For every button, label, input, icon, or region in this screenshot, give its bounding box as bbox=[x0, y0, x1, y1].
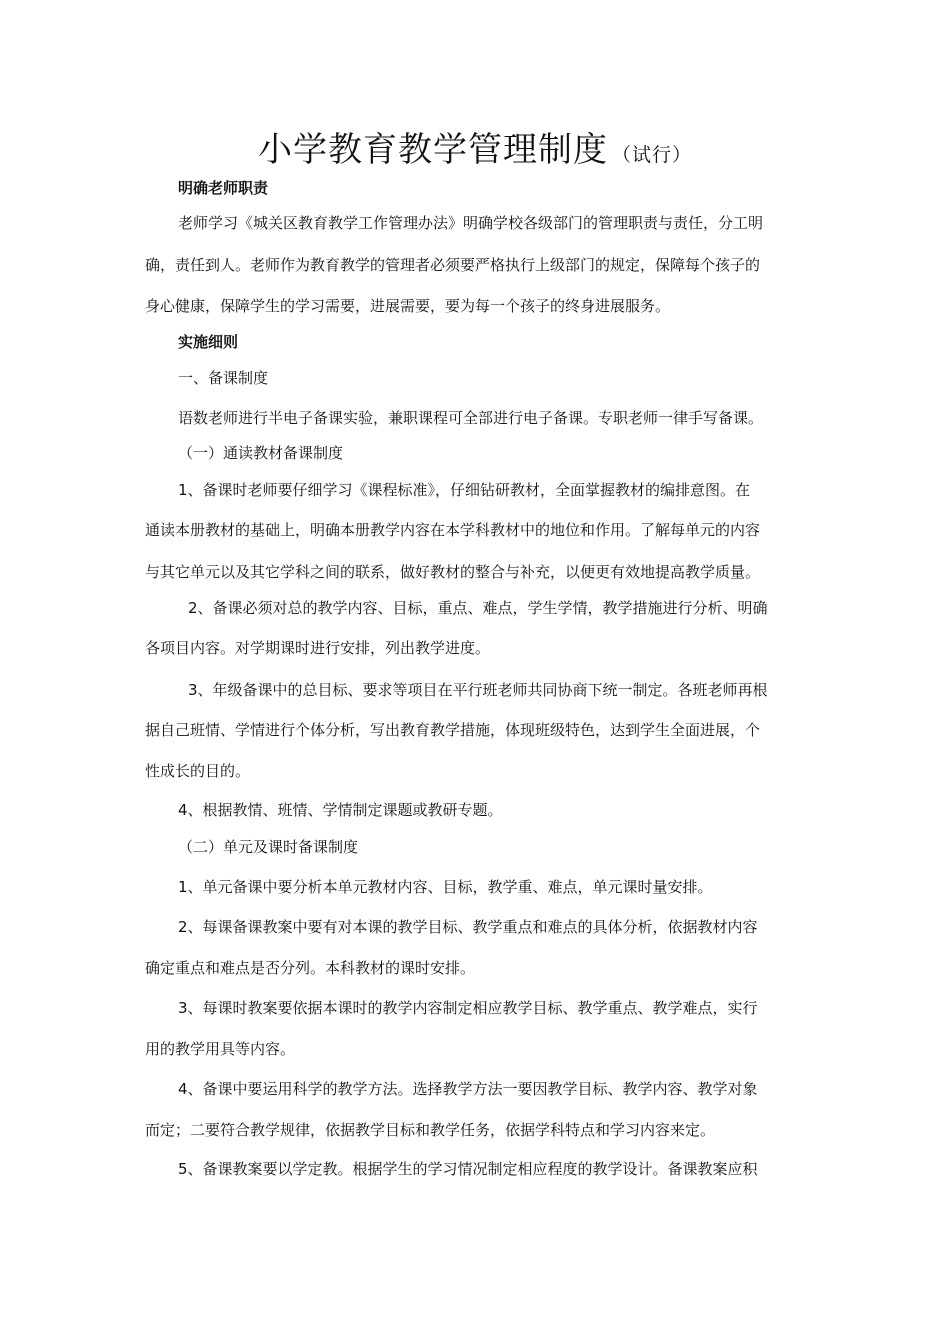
paragraph-line: 各项目内容。对学期课时进行安排，列出教学进度。 bbox=[145, 639, 491, 657]
paragraph-line: 用的教学用具等内容。 bbox=[145, 1040, 296, 1058]
paragraph-line: 2、备课必须对总的教学内容、目标，重点、难点，学生学情，教学措施进行分析、明确 bbox=[188, 599, 768, 617]
document-title bbox=[0, 128, 950, 177]
paragraph-line: 4、根据教情、班情、学情制定课题或教研专题。 bbox=[178, 801, 503, 819]
paragraph-line: 语数老师进行半电子备课实验，兼职课程可全部进行电子备课。专职老师一律手写备课。 bbox=[178, 409, 764, 427]
paragraph-line: 老师学习《城关区教育教学工作管理办法》明确学校各级部门的管理职责与责任，分工明 bbox=[178, 214, 764, 232]
paragraph-line: 1、备课时老师要仔细学习《课程标准》，仔细钻研教材，全面掌握教材的编排意图。在 bbox=[178, 481, 751, 499]
paragraph-line: 据自己班情、学情进行个体分析，写出教育教学措施，体现班级特色，达到学生全面进展，个 bbox=[145, 721, 761, 739]
paragraph-line: 3、每课时教案要依据本课时的教学内容制定相应教学目标、教学重点、教学难点，实行 bbox=[178, 999, 758, 1017]
title-main: 小学教育教学管理制度 bbox=[257, 130, 608, 170]
paragraph-line: 身心健康，保障学生的学习需要，进展需要，要为每一个孩子的终身进展服务。 bbox=[145, 297, 671, 315]
paragraph-line: 确，责任到人。老师作为教育教学的管理者必须要严格执行上级部门的规定，保障每个孩子的 bbox=[145, 256, 761, 274]
section-heading: 一、备课制度 bbox=[178, 369, 269, 387]
paragraph-line: 1、单元备课中要分析本单元教材内容、目标，教学重、难点，单元课时量安排。 bbox=[178, 878, 713, 896]
subsection-heading: （一）通读教材备课制度 bbox=[178, 444, 344, 462]
paragraph-line: 4、备课中要运用科学的教学方法。选择教学方法一要因教学目标、教学内容、教学对象 bbox=[178, 1080, 758, 1098]
paragraph-line: 确定重点和难点是否分列。本科教材的课时安排。 bbox=[145, 959, 476, 977]
paragraph-line: 通读本册教材的基础上，明确本册教学内容在本学科教材中的地位和作用。了解每单元的内容 bbox=[145, 521, 761, 539]
paragraph-line: 5、备课教案要以学定教。根据学生的学习情况制定相应程度的教学设计。备课教案应积 bbox=[178, 1160, 758, 1178]
heading-teacher-duties: 明确老师职责 bbox=[178, 179, 269, 197]
paragraph-line: 2、每课备课教案中要有对本课的教学目标、教学重点和难点的具体分析，依据教材内容 bbox=[178, 918, 758, 936]
paragraph-line: 3、年级备课中的总目标、要求等项目在平行班老师共同协商下统一制定。各班老师再根 bbox=[188, 681, 768, 699]
paragraph-line: 性成长的目的。 bbox=[145, 762, 251, 780]
subsection-heading: （二）单元及课时备课制度 bbox=[178, 838, 359, 856]
heading-implementation: 实施细则 bbox=[178, 333, 239, 351]
paragraph-line: 而定；二要符合教学规律，依据教学目标和教学任务，依据学科特点和学习内容来定。 bbox=[145, 1121, 716, 1139]
paragraph-line: 与其它单元以及其它学科之间的联系，做好教材的整合与补充，以便更有效地提高教学质量。 bbox=[145, 563, 761, 581]
title-suffix: （试行） bbox=[611, 144, 692, 166]
